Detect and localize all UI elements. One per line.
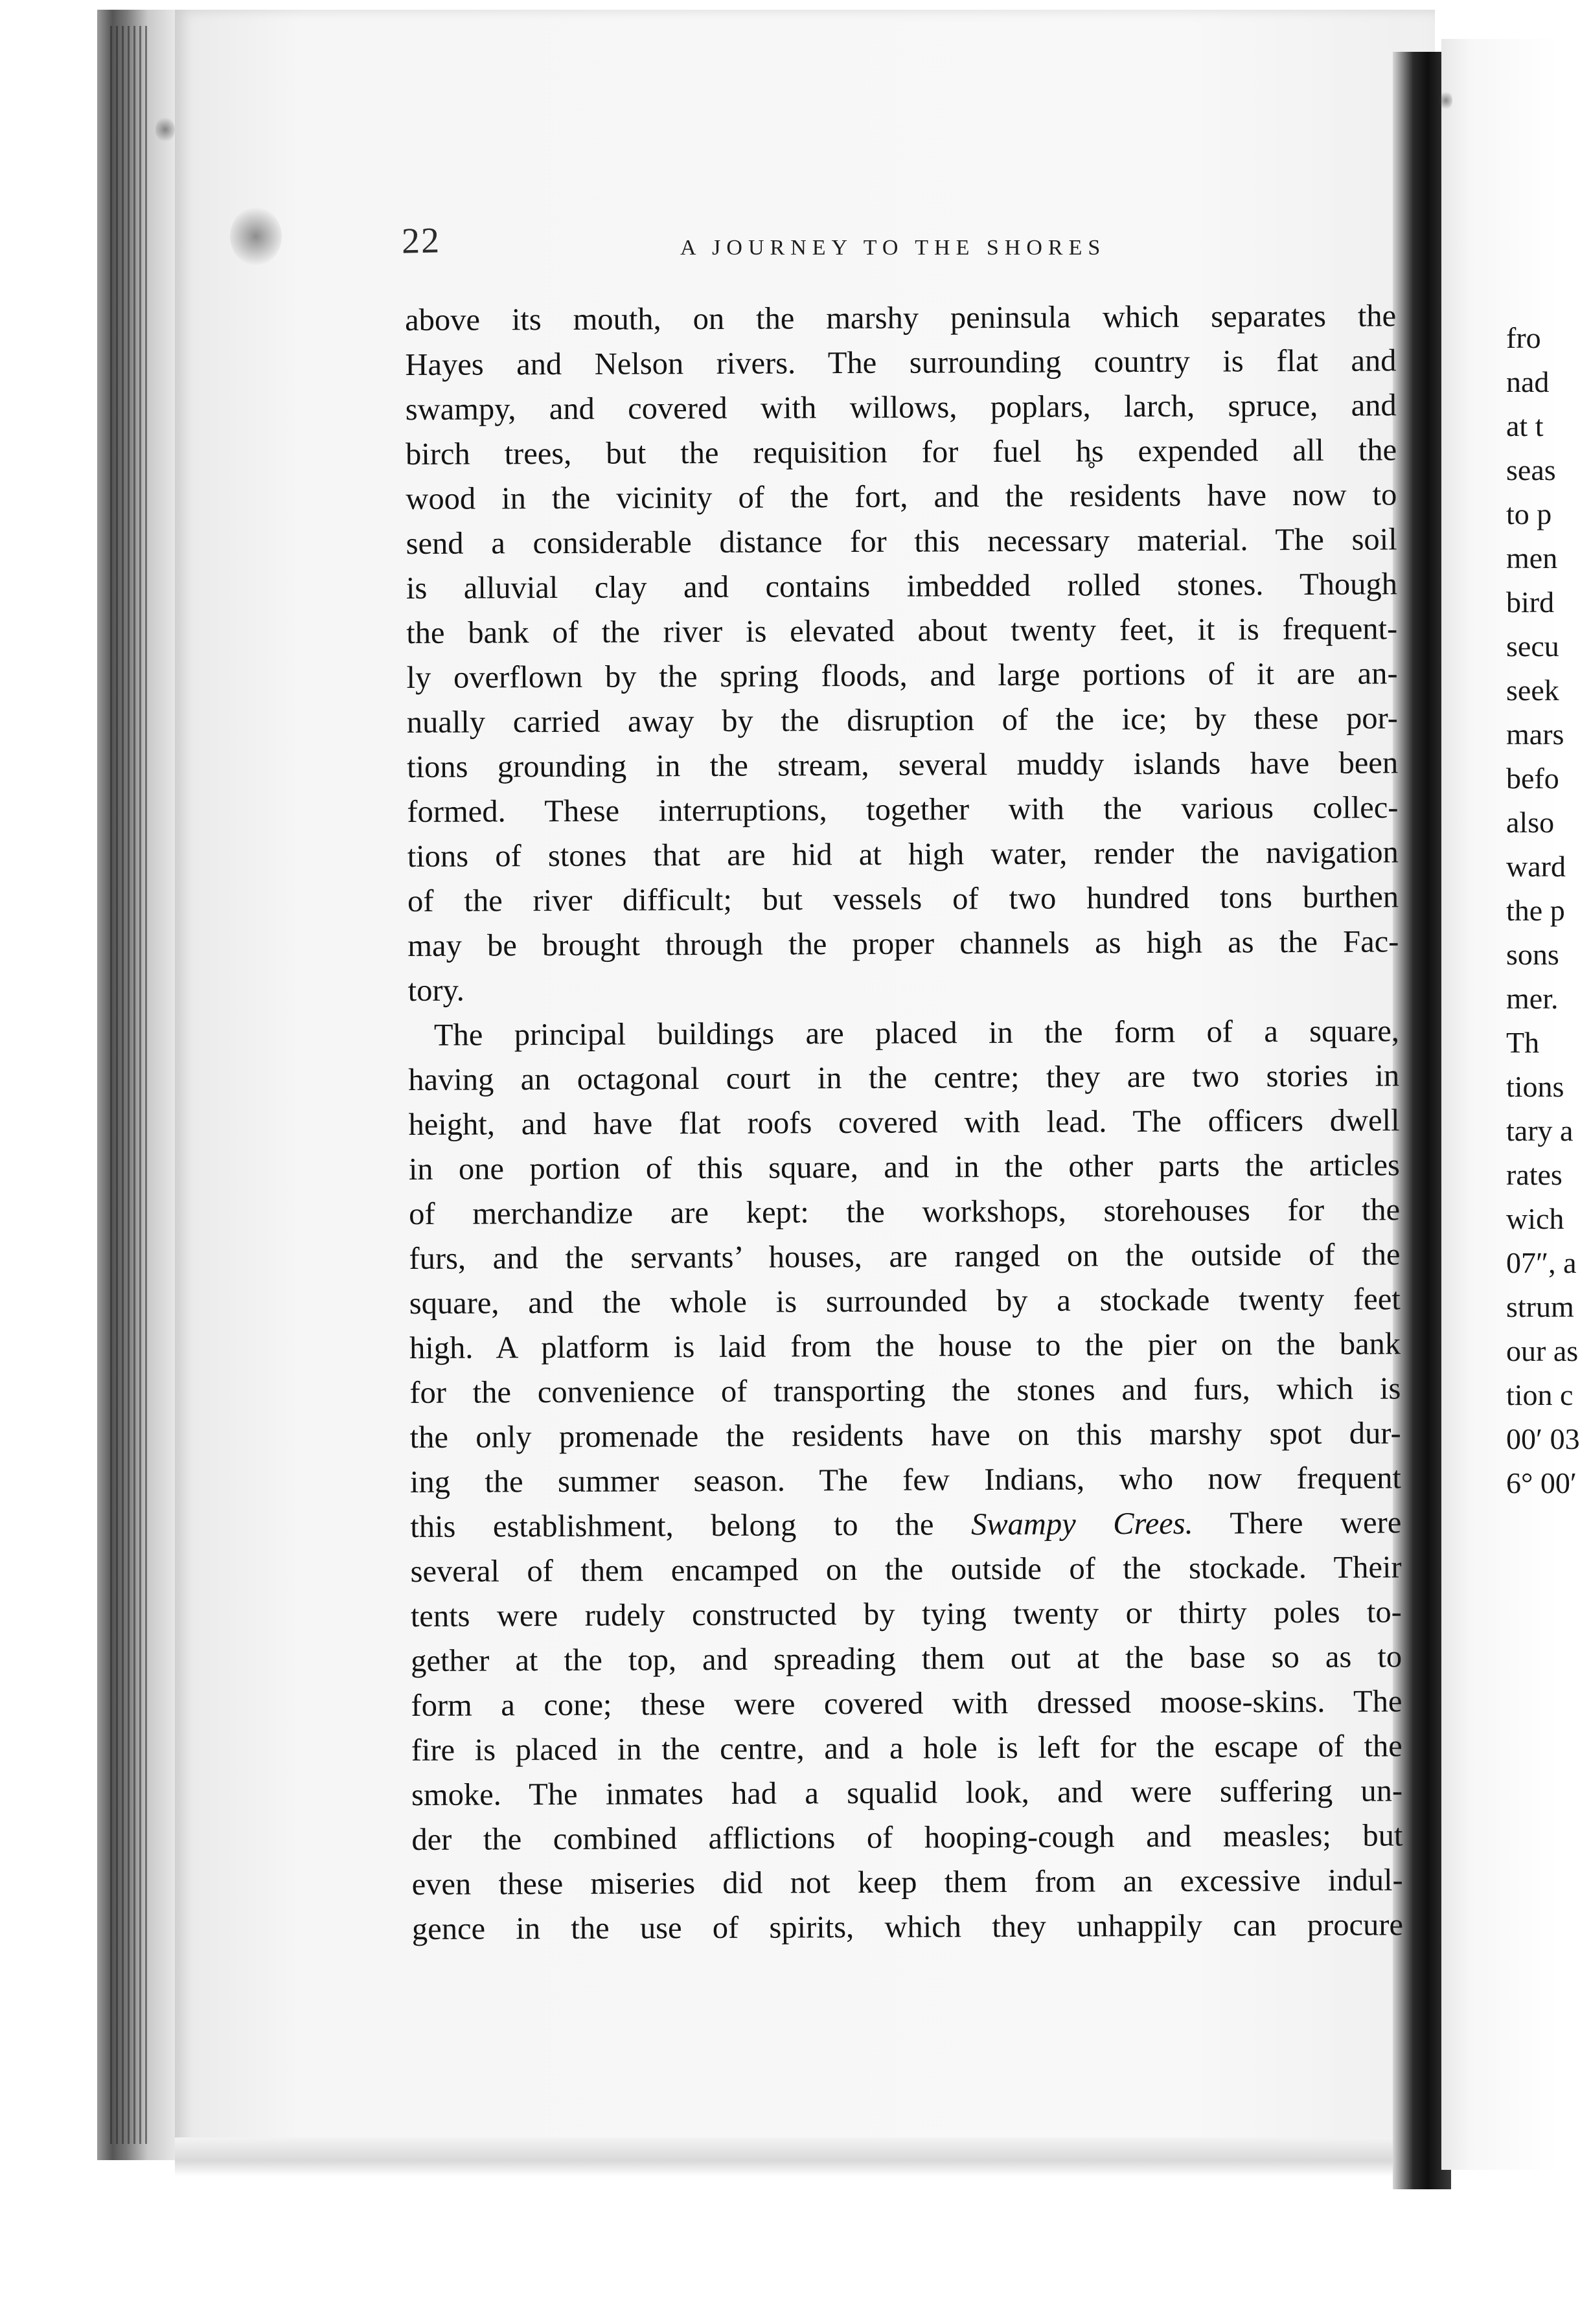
facing-text-line: tions [1506,1070,1564,1103]
facing-text-line: befo [1506,762,1559,795]
text-line: height, and have flat roofs covered with lead. The officers dwell [408,1103,1400,1142]
text-fragment: this establishment, belong to the [410,1507,934,1544]
text-line: in one portion of this square, and in the other parts the articles [408,1148,1400,1187]
facing-text-line: rates [1506,1158,1563,1191]
text-line: several of them encamped on the outside of the stockade. Their [410,1550,1402,1589]
text-line: for the convenience of transporting the stones and furs, which is [409,1371,1401,1410]
running-header [402,220,1211,272]
text-line: the only promenade the residents have on this marshy spot dur- [409,1416,1401,1455]
facing-text-line: fro [1506,321,1541,354]
facing-text-line: 07″, a [1506,1246,1577,1279]
text-line: der the combined afflictions of hooping-cough and measles; but [411,1818,1403,1857]
facing-text-line: strum [1506,1290,1574,1323]
facing-text-line: secu [1506,630,1559,663]
facing-text-line: tion c [1506,1378,1574,1411]
facing-text-line: tary a [1506,1114,1574,1147]
facing-text-line: also [1506,806,1555,839]
facing-text-line: sons [1506,938,1559,971]
text-line: ing the summer season. The few Indians, who now frequent [409,1461,1402,1499]
text-line: square, and the whole is surrounded by a stockade twenty feet [409,1282,1401,1321]
facing-text-line: seas [1506,453,1556,486]
page-bottom-edge [175,2137,1435,2176]
text-line: fire is placed in the centre, and a hole is left for the escape of the [411,1729,1403,1768]
facing-text-line: to p [1506,497,1552,530]
text-line: swampy, and covered with willows, poplars, larch, spruce, and [405,388,1397,427]
facing-text-line: 00′ 03 [1506,1422,1580,1455]
text-line: the bank of the river is elevated about twenty feet, it is frequent- [406,611,1398,650]
facing-text-line: ward [1506,850,1566,883]
ink-smudge-mark [1439,91,1452,110]
ink-smudge-mark [155,117,175,142]
facing-text-line: at t [1506,409,1544,442]
text-line: formed. These interruptions, together with the various collec- [407,790,1399,829]
page-edge-lines [110,26,149,2144]
text-line: is alluvial clay and contains imbedded rolled stones. Though [406,567,1398,606]
text-line: even these miseries did not keep them from an excessive indul- [411,1863,1403,1902]
text-line: having an octagonal court in the centre; they are two stories in [408,1058,1400,1097]
facing-text-line: nad [1506,365,1550,398]
text-line: furs, and the servants’ houses, are ranged on the outside of the [409,1237,1401,1276]
text-line: Hayes and Nelson rivers. The surrounding country is flat and [405,343,1397,382]
ink-smudge-mark [230,207,282,266]
facing-page-text [1506,316,1580,1505]
text-line: wood in the vicinity of the fort, and the residents have now to [406,477,1397,516]
text-line: tents were rudely constructed by tying twenty or thirty poles to- [410,1595,1402,1634]
facing-text-line: mer. [1506,982,1559,1015]
text-line: gence in the use of spirits, which they unhappily can procure [411,1908,1404,1946]
text-line: of the river difficult; but vessels of two hundred tons burthen [407,880,1399,918]
text-line: tions of stones that are hid at high water, render the navigation [407,835,1399,874]
text-line: tions grounding in the stream, several muddy islands have been [407,746,1399,784]
facing-text-line: 6° 00′ [1506,1466,1577,1499]
text-line: send a considerable distance for this necessary material. The soil [406,522,1397,561]
text-line: birch trees, but the requisition for fuel h̥s expended all the [405,433,1397,472]
facing-text-line: bird [1506,586,1555,619]
text-line: high. A platform is laid from the house to the pier on the bank [409,1327,1401,1365]
text-line: ly overflown by the spring floods, and large portions of it are an- [406,656,1398,695]
text-line: may be brought through the proper channels as high as the Fac- [407,924,1399,963]
text-line: nually carried away by the disruption of the ice; by these por- [406,701,1398,740]
facing-text-line: Th [1506,1026,1540,1059]
facing-text-line: mars [1506,718,1564,751]
page-number: 22 [401,220,441,262]
facing-text-line: seek [1506,674,1559,707]
paragraph-first-line: The principal buildings are placed in the form of a square, [433,1014,1400,1053]
facing-text-line: our as [1506,1334,1579,1367]
facing-text-line: men [1506,541,1558,575]
text-line: smoke. The inmates had a squalid look, and were suffering un- [411,1773,1403,1812]
text-line: above its mouth, on the marshy peninsula which separates the [405,299,1397,337]
text-line-with-italic [410,1500,1401,1549]
running-title: A JOURNEY TO THE SHORES [680,236,1106,260]
text-line: tory. [407,973,464,1008]
text-fragment: There were [1230,1505,1402,1541]
text-line: gether at the top, and spreading them out at the base so as to [411,1639,1403,1678]
facing-text-line: wich [1506,1202,1564,1235]
text-line: form a cone; these were covered with dressed moose-skins. The [411,1684,1403,1723]
facing-text-line: the p [1506,894,1565,927]
text-line: of merchandize are kept: the workshops, storehouses for the [409,1192,1401,1231]
italic-name: Swampy Crees. [970,1506,1193,1542]
body-text [405,293,1403,1952]
